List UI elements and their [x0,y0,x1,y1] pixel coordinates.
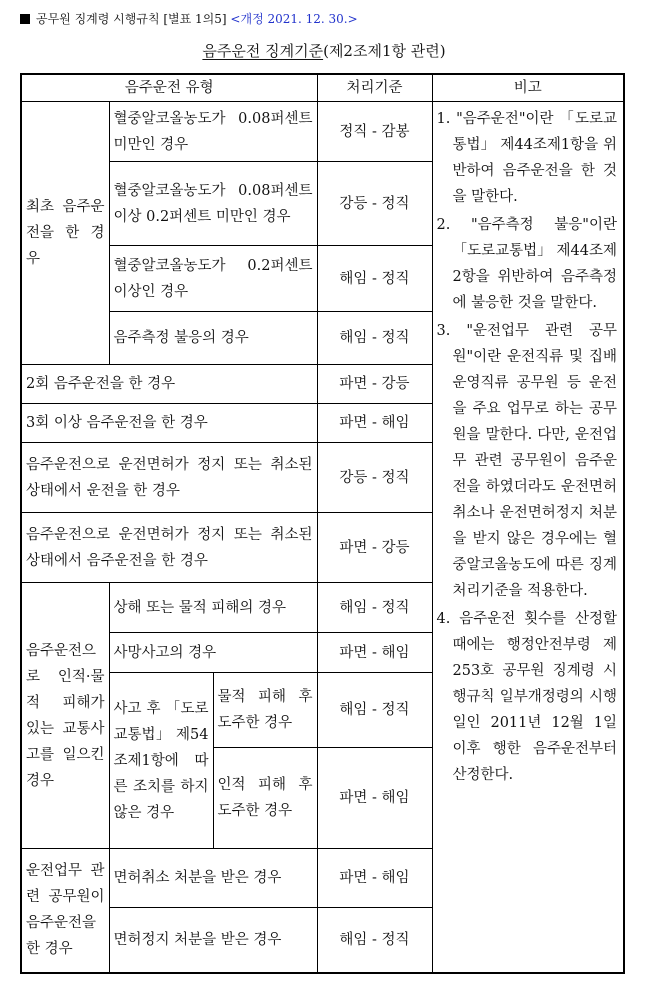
notes-cell [432,102,624,973]
type-cell: 물적 피해 후 도주한 경우 [213,673,317,748]
note-item: 2. "음주측정 불응"이란 「도로교통법」 제44조제2항을 위반하여 음주측정에 불응한 것을 말한다. [436,217,617,311]
note-item: 4. 음주운전 횟수를 산정할 때에는 행정안전부령 제253호 공무원 징계령 시행규칙 일부개정령의 시행일인 2011년 12월 1일 이후 행한 음주운전부터 산정한다. [436,611,617,783]
title-sub: (제2조제1항 관련) [323,42,446,60]
type-cell: 음주운전으로 운전면허가 정지 또는 취소된 상태에서 운전을 한 경우 [21,443,317,513]
type-cell: 혈중알코올농도가 0.2퍼센트 이상인 경우 [109,246,317,312]
standard-cell: 정직 - 감봉 [317,102,432,162]
group-label: 최초 음주운전을 한 경우 [21,102,109,365]
standard-cell: 해임 - 정직 [317,246,432,312]
standard-cell: 파면 - 강등 [317,365,432,404]
type-cell: 인적 피해 후 도주한 경우 [213,748,317,849]
standard-cell: 파면 - 해임 [317,404,432,443]
table-header-row [21,74,624,102]
standard-cell: 해임 - 정직 [317,908,432,973]
table-row [21,102,624,162]
type-cell: 혈중알코올농도가 0.08퍼센트 미만인 경우 [109,102,317,162]
amendment-link[interactable]: <개정 2021. 12. 30.> [230,12,358,26]
type-cell: 3회 이상 음주운전을 한 경우 [21,404,317,443]
type-cell: 면허정지 처분을 받은 경우 [109,908,317,973]
standard-cell: 해임 - 정직 [317,673,432,748]
header-text: 공무원 징계령 시행규칙 [별표 1의5] [36,12,227,26]
disciplinary-table [20,73,625,974]
col-header: 비고 [432,74,624,102]
standard-cell: 해임 - 정직 [317,312,432,365]
group-label: 음주운전으로 인적·물적 피해가 있는 교통사고를 일으킨 경우 [21,583,109,849]
note-item: 1. "음주운전"이란 「도로교통법」 제44조제1항을 위반하여 음주운전을 한 것을 말한다. [436,111,617,205]
subgroup-label: 사고 후 「도로교통법」 제54조제1항에 따른 조치를 하지 않은 경우 [109,673,213,849]
square-bullet-icon [20,14,30,24]
title-main: 음주운전 징계기준 [202,42,324,60]
type-cell: 2회 음주운전을 한 경우 [21,365,317,404]
standard-cell: 파면 - 강등 [317,513,432,583]
page-title [0,40,648,61]
group-label: 운전업무 관련 공무원이 음주운전을 한 경우 [21,849,109,973]
col-header: 처리기준 [317,74,432,102]
standard-cell: 파면 - 해임 [317,748,432,849]
standard-cell: 해임 - 정직 [317,583,432,633]
standard-cell: 강등 - 정직 [317,443,432,513]
standard-cell: 파면 - 해임 [317,633,432,673]
type-cell: 음주운전으로 운전면허가 정지 또는 취소된 상태에서 음주운전을 한 경우 [21,513,317,583]
col-header: 음주운전 유형 [21,74,317,102]
type-cell: 상해 또는 물적 피해의 경우 [109,583,317,633]
note-item: 3. "운전업무 관련 공무원"이란 운전직류 및 집배운영직류 공무원 등 운전을 주요 업무로 하는 공무원을 말한다. 다만, 운전업무 관련 공무원이 음주운전을 하였더라도 운전면허취소나 운전면허정지 처분을 받지 않은 경우에는 혈중알코올농도에 따른 징계 처리기준을 적용한다. [436,323,617,599]
type-cell: 혈중알코올농도가 0.08퍼센트 이상 0.2퍼센트 미만인 경우 [109,162,317,246]
type-cell: 면허취소 처분을 받은 경우 [109,849,317,908]
document-header [20,10,358,27]
standard-cell: 파면 - 해임 [317,849,432,908]
type-cell: 음주측정 불응의 경우 [109,312,317,365]
type-cell: 사망사고의 경우 [109,633,317,673]
standard-cell: 강등 - 정직 [317,162,432,246]
